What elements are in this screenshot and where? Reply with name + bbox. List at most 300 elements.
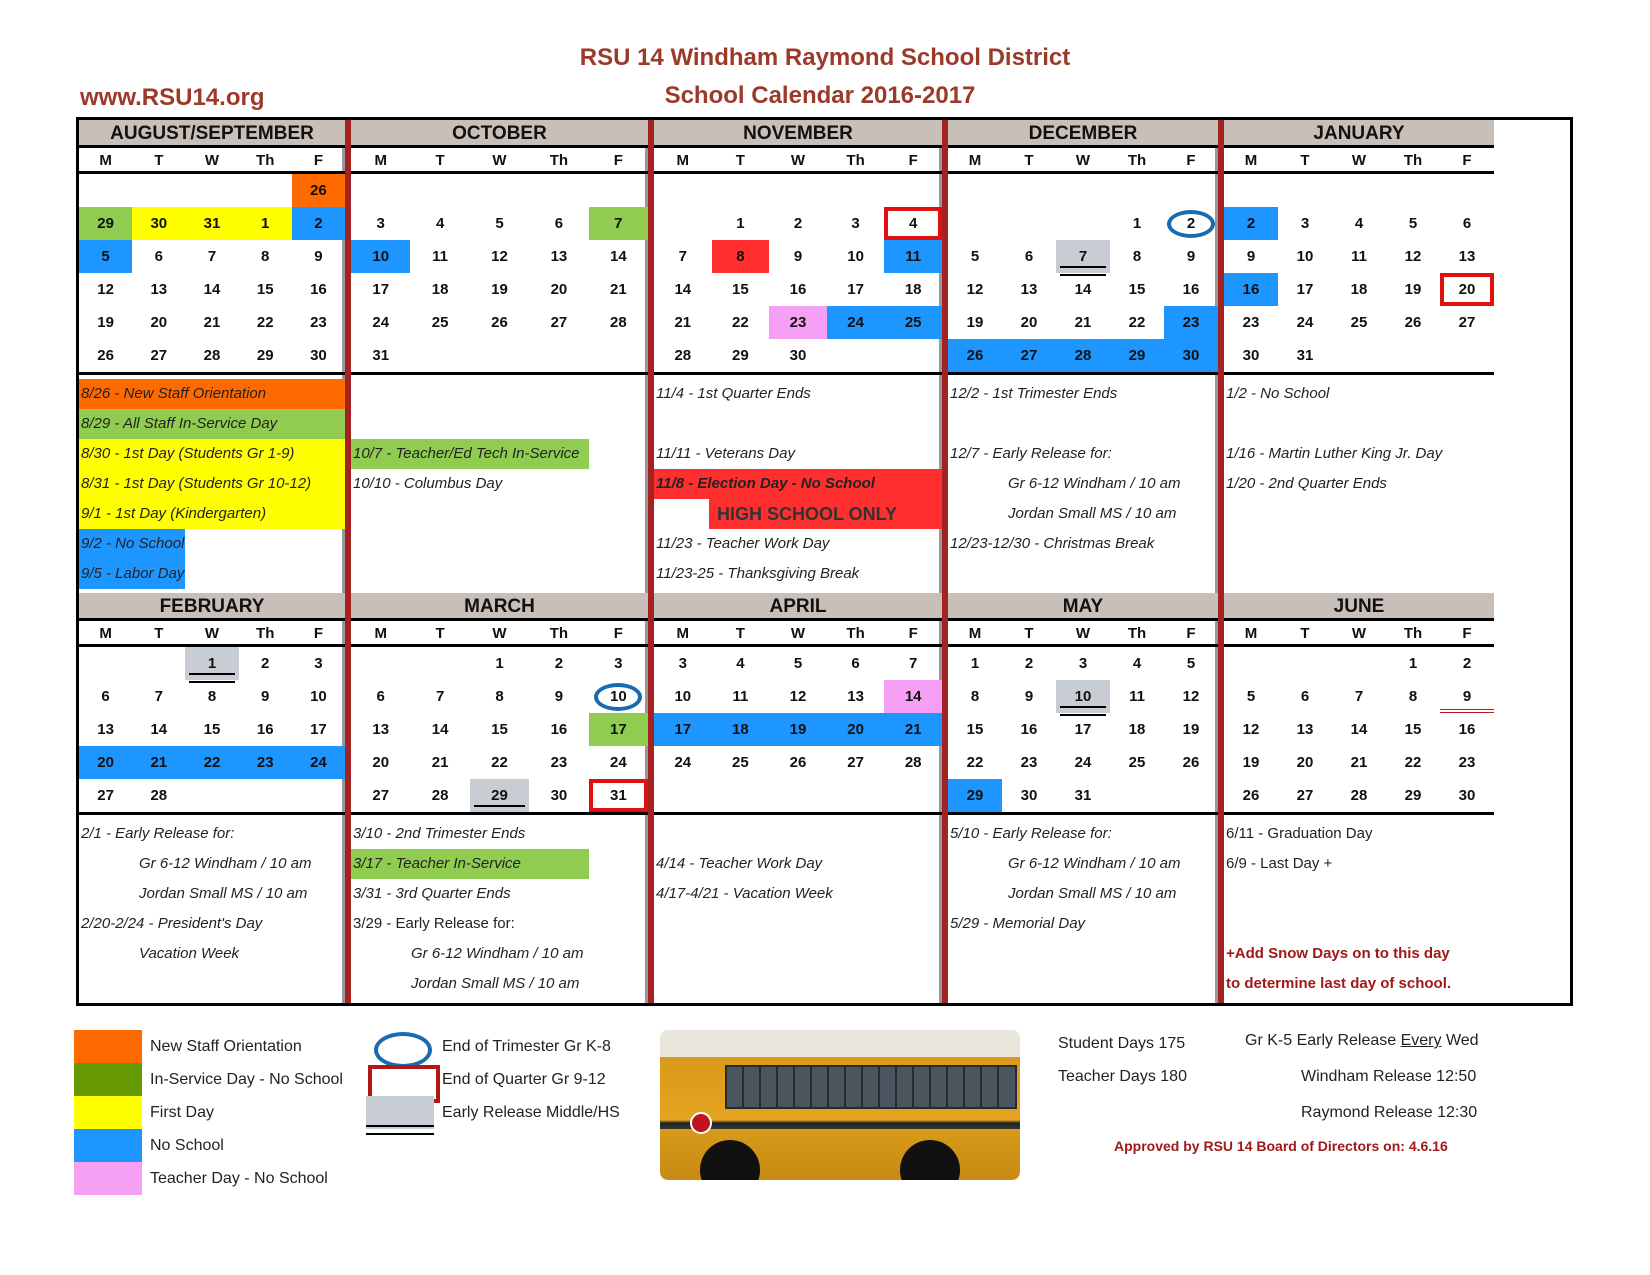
day-cell[interactable]: 13 bbox=[847, 688, 864, 705]
day-cell[interactable]: 23 bbox=[1164, 306, 1218, 339]
weekday-label: W bbox=[790, 625, 806, 642]
day-cell[interactable]: 20 bbox=[1296, 754, 1314, 771]
day-cell[interactable]: 29 bbox=[948, 779, 1002, 812]
week-row bbox=[654, 174, 942, 207]
day-cell[interactable]: 21 bbox=[431, 754, 449, 771]
day-cell[interactable]: 14 bbox=[150, 721, 168, 738]
empty-cell bbox=[1386, 174, 1440, 207]
week-row bbox=[79, 306, 345, 339]
day-cell[interactable]: 19 bbox=[97, 314, 114, 331]
day-cell[interactable]: 12 bbox=[966, 281, 984, 298]
day-cell[interactable]: 19 bbox=[491, 281, 508, 298]
day-cell[interactable]: 8 bbox=[495, 688, 504, 705]
day-grid bbox=[654, 647, 942, 815]
day-cell[interactable]: 20 bbox=[372, 754, 390, 771]
day-cell[interactable]: 27 bbox=[1296, 787, 1314, 804]
day-cell[interactable]: 26 bbox=[1404, 314, 1422, 331]
day-cell[interactable]: 23 bbox=[1020, 754, 1038, 771]
day-cell[interactable]: 16 bbox=[1182, 281, 1200, 298]
day-cell[interactable]: 11 bbox=[1351, 248, 1367, 265]
day-cell[interactable]: 13 bbox=[1458, 248, 1476, 265]
empty-cell bbox=[589, 174, 648, 207]
day-cell[interactable]: 21 bbox=[132, 746, 185, 779]
day-cell[interactable]: 1 bbox=[970, 655, 980, 672]
day-cell[interactable]: 28 bbox=[609, 314, 627, 331]
day-cell[interactable]: 23 bbox=[310, 314, 327, 331]
day-cell[interactable]: 7 bbox=[1354, 688, 1364, 705]
day-cell[interactable]: 6 bbox=[376, 688, 385, 705]
day-cell[interactable]: 29 bbox=[732, 347, 749, 364]
week-row bbox=[1224, 713, 1494, 746]
day-cell[interactable]: 2 bbox=[292, 207, 345, 240]
color-swatch bbox=[74, 1129, 142, 1162]
month-title: APRIL bbox=[654, 593, 942, 621]
day-cell[interactable]: 27 bbox=[372, 787, 390, 804]
event-note: 8/31 - 1st Day (Students Gr 10-12) bbox=[79, 469, 345, 499]
day-cell[interactable]: 8 bbox=[970, 688, 980, 705]
day-cell[interactable]: 25 bbox=[884, 306, 942, 339]
day-cell[interactable]: 13 bbox=[1296, 721, 1314, 738]
empty-cell bbox=[410, 647, 469, 680]
day-cell[interactable]: 10 bbox=[589, 680, 648, 713]
empty-cell bbox=[654, 174, 712, 207]
week-row bbox=[654, 339, 942, 372]
day-cell[interactable]: 13 bbox=[550, 248, 568, 265]
day-cell[interactable]: 31 bbox=[372, 347, 390, 364]
day-cell[interactable]: 1 bbox=[239, 207, 292, 240]
day-cell[interactable]: 22 bbox=[1404, 754, 1422, 771]
weekday-header bbox=[948, 148, 1218, 174]
day-cell[interactable]: 11 bbox=[1129, 688, 1145, 705]
weekday-header bbox=[948, 621, 1218, 647]
day-cell[interactable]: 24 bbox=[827, 306, 885, 339]
week-row bbox=[79, 339, 345, 372]
day-cell[interactable]: 15 bbox=[966, 721, 984, 738]
day-cell[interactable]: 2 bbox=[554, 655, 564, 672]
day-cell[interactable]: 4 bbox=[435, 215, 445, 232]
day-cell[interactable]: 16 bbox=[256, 721, 274, 738]
day-cell[interactable]: 11 bbox=[432, 248, 449, 265]
empty-cell bbox=[1440, 339, 1494, 372]
week-row bbox=[654, 713, 942, 746]
day-cell[interactable]: 31 bbox=[1296, 347, 1314, 364]
week-row bbox=[654, 306, 942, 339]
day-cell[interactable]: 21 bbox=[203, 314, 221, 331]
spacer bbox=[1224, 879, 1494, 909]
day-cell[interactable]: 30 bbox=[789, 347, 807, 364]
months-row-top bbox=[79, 120, 1570, 593]
day-cell[interactable]: 13 bbox=[97, 721, 114, 738]
day-cell[interactable]: 17 bbox=[589, 713, 648, 746]
day-cell[interactable]: 12 bbox=[1242, 721, 1260, 738]
weekday-label: F bbox=[908, 152, 918, 169]
day-cell[interactable]: 6 bbox=[1300, 688, 1310, 705]
weekday-header bbox=[351, 621, 648, 647]
oval-icon bbox=[366, 1030, 434, 1063]
day-cell[interactable]: 4 bbox=[1132, 655, 1142, 672]
day-cell[interactable]: 30 bbox=[132, 207, 185, 240]
month-events bbox=[948, 815, 1218, 995]
day-cell[interactable]: 19 bbox=[966, 314, 984, 331]
day-cell[interactable]: 25 bbox=[431, 314, 449, 331]
day-cell[interactable]: 8 bbox=[207, 688, 217, 705]
day-cell[interactable]: 13 bbox=[372, 721, 390, 738]
day-cell[interactable]: 2 bbox=[1024, 655, 1034, 672]
day-cell[interactable]: 23 bbox=[1458, 754, 1476, 771]
weekday-label: Th bbox=[549, 625, 569, 642]
day-cell[interactable]: 22 bbox=[185, 746, 238, 779]
day-cell[interactable]: 6 bbox=[851, 655, 860, 672]
day-cell[interactable]: 30 bbox=[550, 787, 568, 804]
weekday-label: M bbox=[968, 625, 982, 642]
empty-cell bbox=[1164, 174, 1218, 207]
day-cell[interactable]: 24 bbox=[372, 314, 390, 331]
day-cell[interactable]: 29 bbox=[1110, 339, 1164, 372]
day-cell[interactable]: 28 bbox=[431, 787, 449, 804]
day-cell[interactable]: 24 bbox=[609, 754, 627, 771]
day-cell[interactable]: 10 bbox=[351, 240, 410, 273]
event-note: 3/29 - Early Release for: bbox=[353, 915, 515, 932]
day-cell[interactable]: 7 bbox=[909, 655, 918, 672]
day-cell[interactable]: 21 bbox=[609, 281, 627, 298]
day-cell[interactable]: 17 bbox=[1296, 281, 1314, 298]
day-cell[interactable]: 21 bbox=[884, 713, 942, 746]
day-cell[interactable]: 27 bbox=[847, 754, 864, 771]
day-cell[interactable]: 14 bbox=[609, 248, 627, 265]
weekday-label: F bbox=[908, 625, 918, 642]
day-cell[interactable]: 8 bbox=[1408, 688, 1418, 705]
day-cell[interactable]: 26 bbox=[292, 174, 345, 207]
empty-cell bbox=[1056, 207, 1110, 240]
day-cell[interactable]: 22 bbox=[1128, 314, 1146, 331]
empty-cell bbox=[185, 779, 238, 812]
empty-cell bbox=[1332, 174, 1386, 207]
empty-cell bbox=[1278, 174, 1332, 207]
day-cell[interactable]: 6 bbox=[1024, 248, 1034, 265]
day-cell[interactable]: 6 bbox=[1462, 215, 1472, 232]
week-row bbox=[948, 240, 1218, 273]
week-row bbox=[79, 713, 345, 746]
month-october bbox=[351, 120, 654, 593]
day-cell[interactable]: 3 bbox=[851, 215, 860, 232]
event-note: 11/11 - Veterans Day bbox=[656, 445, 795, 462]
day-cell[interactable]: 12 bbox=[97, 281, 114, 298]
day-cell[interactable]: 21 bbox=[1074, 314, 1092, 331]
day-cell[interactable]: 21 bbox=[1350, 754, 1368, 771]
day-cell[interactable]: 31 bbox=[1074, 787, 1092, 804]
day-cell[interactable]: 16 bbox=[1458, 721, 1476, 738]
day-cell[interactable]: 30 bbox=[1164, 339, 1218, 372]
day-cell[interactable]: 19 bbox=[1404, 281, 1422, 298]
empty-cell bbox=[239, 779, 292, 812]
weekday-label: T bbox=[154, 152, 164, 169]
day-cell[interactable]: 24 bbox=[1296, 314, 1314, 331]
day-cell[interactable]: 15 bbox=[1404, 721, 1422, 738]
day-cell[interactable]: 1 bbox=[1132, 215, 1142, 232]
day-cell[interactable]: 27 bbox=[1458, 314, 1476, 331]
day-cell[interactable]: 3 bbox=[376, 215, 385, 232]
day-cell[interactable]: 7 bbox=[589, 207, 648, 240]
weekday-label: M bbox=[1244, 625, 1258, 642]
day-cell[interactable]: 7 bbox=[678, 248, 687, 265]
day-cell[interactable]: 10 bbox=[674, 688, 692, 705]
day-cell[interactable]: 7 bbox=[207, 248, 217, 265]
day-cell[interactable]: 22 bbox=[491, 754, 508, 771]
day-cell[interactable]: 29 bbox=[470, 779, 529, 812]
day-cell[interactable]: 29 bbox=[256, 347, 274, 364]
day-cell[interactable]: 13 bbox=[1020, 281, 1038, 298]
day-cell[interactable]: 18 bbox=[904, 281, 922, 298]
day-cell[interactable]: 25 bbox=[732, 754, 749, 771]
week-row bbox=[79, 240, 345, 273]
day-cell[interactable]: 26 bbox=[1182, 754, 1200, 771]
day-cell[interactable]: 2 bbox=[261, 655, 270, 672]
weekday-label: W bbox=[492, 625, 507, 642]
day-cell[interactable]: 22 bbox=[256, 314, 274, 331]
day-cell[interactable]: 19 bbox=[1182, 721, 1200, 738]
day-cell[interactable]: 16 bbox=[310, 281, 327, 298]
day-cell[interactable]: 5 bbox=[79, 240, 132, 273]
empty-cell bbox=[470, 174, 529, 207]
day-cell[interactable]: 30 bbox=[310, 347, 327, 364]
empty-cell bbox=[1386, 339, 1440, 372]
day-cell[interactable]: 23 bbox=[769, 306, 827, 339]
day-cell[interactable]: 10 bbox=[847, 248, 864, 265]
day-cell[interactable]: 9 bbox=[314, 248, 323, 265]
day-cell[interactable]: 20 bbox=[79, 746, 132, 779]
day-cell[interactable]: 6 bbox=[554, 215, 564, 232]
day-cell[interactable]: 19 bbox=[769, 713, 827, 746]
day-cell[interactable]: 3 bbox=[1300, 215, 1310, 232]
week-row bbox=[654, 647, 942, 680]
month-events bbox=[351, 375, 648, 593]
day-cell[interactable]: 7 bbox=[154, 688, 163, 705]
day-cell[interactable]: 27 bbox=[97, 787, 114, 804]
day-cell[interactable]: 10 bbox=[1056, 680, 1110, 713]
day-cell[interactable]: 7 bbox=[435, 688, 445, 705]
empty-cell bbox=[827, 339, 885, 372]
day-cell[interactable]: 23 bbox=[239, 746, 292, 779]
day-cell[interactable]: 25 bbox=[1350, 314, 1368, 331]
day-cell[interactable]: 28 bbox=[674, 347, 692, 364]
day-cell[interactable]: 24 bbox=[1074, 754, 1092, 771]
day-cell[interactable]: 12 bbox=[789, 688, 807, 705]
day-cell[interactable]: 22 bbox=[732, 314, 749, 331]
day-cell[interactable]: 1 bbox=[185, 647, 238, 680]
day-cell[interactable]: 14 bbox=[1350, 721, 1368, 738]
day-cell[interactable]: 3 bbox=[614, 655, 623, 672]
week-row bbox=[79, 779, 345, 812]
day-cell[interactable]: 15 bbox=[203, 721, 221, 738]
day-cell[interactable]: 6 bbox=[101, 688, 110, 705]
day-cell[interactable]: 14 bbox=[1074, 281, 1092, 298]
day-cell[interactable]: 9 bbox=[1440, 680, 1494, 713]
day-cell[interactable]: 28 bbox=[1056, 339, 1110, 372]
student-days: Student Days 175 bbox=[1058, 1035, 1186, 1052]
windham-release: Windham Release 12:50 bbox=[1301, 1068, 1477, 1085]
weekday-label: W bbox=[492, 152, 507, 169]
day-cell[interactable]: 14 bbox=[431, 721, 449, 738]
website-link[interactable]: www.RSU14.org bbox=[80, 84, 265, 111]
day-cell[interactable]: 29 bbox=[1404, 787, 1422, 804]
day-cell[interactable]: 19 bbox=[1242, 754, 1260, 771]
day-cell[interactable]: 20 bbox=[1440, 273, 1494, 306]
day-cell[interactable]: 26 bbox=[948, 339, 1002, 372]
spacer bbox=[654, 819, 942, 849]
day-cell[interactable]: 3 bbox=[314, 655, 323, 672]
day-cell[interactable]: 20 bbox=[1020, 314, 1038, 331]
day-cell[interactable]: 5 bbox=[1408, 215, 1418, 232]
day-cell[interactable]: 2 bbox=[793, 215, 803, 232]
day-cell[interactable]: 28 bbox=[150, 787, 168, 804]
day-cell[interactable]: 18 bbox=[712, 713, 770, 746]
day-cell[interactable]: 15 bbox=[256, 281, 274, 298]
week-row bbox=[79, 273, 345, 306]
day-cell[interactable]: 28 bbox=[203, 347, 221, 364]
day-cell[interactable]: 10 bbox=[1296, 248, 1314, 265]
day-cell[interactable]: 18 bbox=[1350, 281, 1368, 298]
day-cell[interactable]: 1 bbox=[495, 655, 504, 672]
day-cell[interactable]: 20 bbox=[827, 713, 885, 746]
day-cell[interactable]: 4 bbox=[884, 207, 942, 240]
day-cell[interactable]: 5 bbox=[1246, 688, 1256, 705]
day-cell[interactable]: 17 bbox=[372, 281, 390, 298]
day-cell[interactable]: 11 bbox=[884, 240, 942, 273]
day-cell[interactable]: 8 bbox=[712, 240, 770, 273]
day-cell[interactable]: 20 bbox=[150, 314, 168, 331]
day-cell[interactable]: 14 bbox=[203, 281, 221, 298]
day-cell[interactable]: 3 bbox=[678, 655, 687, 672]
day-cell[interactable]: 2 bbox=[1462, 655, 1472, 672]
day-cell[interactable]: 16 bbox=[1224, 273, 1278, 306]
day-cell[interactable]: 14 bbox=[884, 680, 942, 713]
day-cell[interactable]: 28 bbox=[904, 754, 922, 771]
day-cell[interactable]: 18 bbox=[431, 281, 449, 298]
weekday-label: M bbox=[968, 152, 982, 169]
tire-icon bbox=[700, 1140, 760, 1180]
day-cell[interactable]: 26 bbox=[1242, 787, 1260, 804]
event-note: 12/7 - Early Release for: bbox=[950, 445, 1112, 462]
day-cell[interactable]: 8 bbox=[1132, 248, 1142, 265]
weekday-label: W bbox=[1351, 625, 1367, 642]
day-cell[interactable]: 9 bbox=[261, 688, 270, 705]
weekday-header bbox=[1224, 148, 1494, 174]
month-november bbox=[654, 120, 948, 593]
day-cell[interactable]: 15 bbox=[732, 281, 749, 298]
day-cell[interactable]: 17 bbox=[654, 713, 712, 746]
day-cell[interactable]: 10 bbox=[310, 688, 327, 705]
day-cell[interactable]: 27 bbox=[150, 347, 168, 364]
day-cell[interactable]: 15 bbox=[491, 721, 508, 738]
day-cell[interactable]: 29 bbox=[79, 207, 132, 240]
day-cell[interactable]: 18 bbox=[1128, 721, 1146, 738]
day-cell[interactable]: 25 bbox=[1128, 754, 1146, 771]
day-cell[interactable]: 30 bbox=[1458, 787, 1476, 804]
day-cell[interactable]: 5 bbox=[1186, 655, 1196, 672]
month-events bbox=[1224, 815, 1494, 1003]
day-cell[interactable]: 23 bbox=[550, 754, 568, 771]
day-cell[interactable]: 1 bbox=[1408, 655, 1418, 672]
day-cell[interactable]: 9 bbox=[554, 688, 564, 705]
month-february bbox=[79, 593, 351, 1003]
weekday-label: W bbox=[1351, 152, 1367, 169]
day-cell[interactable]: 12 bbox=[491, 248, 508, 265]
day-cell[interactable]: 30 bbox=[1020, 787, 1038, 804]
day-cell[interactable]: 17 bbox=[1074, 721, 1092, 738]
day-cell[interactable]: 24 bbox=[674, 754, 692, 771]
week-row bbox=[1224, 174, 1494, 207]
day-cell[interactable]: 17 bbox=[847, 281, 864, 298]
month-events bbox=[79, 375, 345, 593]
day-cell[interactable]: 12 bbox=[1404, 248, 1422, 265]
day-cell[interactable]: 20 bbox=[550, 281, 568, 298]
month-title: NOVEMBER bbox=[654, 120, 942, 148]
empty-cell bbox=[529, 339, 588, 372]
day-cell[interactable]: 9 bbox=[1246, 248, 1256, 265]
day-cell[interactable]: 26 bbox=[789, 754, 807, 771]
day-cell[interactable]: 16 bbox=[1020, 721, 1038, 738]
day-cell[interactable]: 5 bbox=[793, 655, 803, 672]
month-events bbox=[351, 815, 648, 1003]
day-cell[interactable]: 6 bbox=[154, 248, 163, 265]
day-cell[interactable]: 5 bbox=[970, 248, 980, 265]
day-cell[interactable]: 4 bbox=[1354, 215, 1364, 232]
week-row bbox=[351, 680, 648, 713]
day-cell[interactable]: 9 bbox=[1186, 248, 1196, 265]
week-row bbox=[351, 647, 648, 680]
day-cell[interactable]: 26 bbox=[97, 347, 114, 364]
day-cell[interactable]: 11 bbox=[732, 688, 749, 705]
day-cell[interactable]: 26 bbox=[491, 314, 508, 331]
day-cell[interactable]: 5 bbox=[495, 215, 504, 232]
weekday-label: M bbox=[676, 152, 690, 169]
event-note: Vacation Week bbox=[139, 945, 240, 962]
day-cell[interactable]: 31 bbox=[589, 779, 648, 812]
day-cell[interactable]: 17 bbox=[310, 721, 327, 738]
day-cell[interactable]: 7 bbox=[1056, 240, 1110, 273]
day-cell[interactable]: 16 bbox=[789, 281, 807, 298]
day-cell[interactable]: 9 bbox=[793, 248, 803, 265]
day-cell[interactable]: 16 bbox=[550, 721, 568, 738]
weekday-label: F bbox=[313, 625, 323, 642]
day-cell[interactable]: 2 bbox=[1224, 207, 1278, 240]
day-cell[interactable]: 30 bbox=[1242, 347, 1260, 364]
red-box-icon bbox=[366, 1063, 434, 1096]
weekday-header bbox=[79, 148, 345, 174]
day-cell[interactable]: 2 bbox=[1164, 207, 1218, 240]
day-cell[interactable]: 31 bbox=[185, 207, 238, 240]
day-cell[interactable]: 27 bbox=[1002, 339, 1056, 372]
day-cell[interactable]: 9 bbox=[1024, 688, 1034, 705]
day-cell[interactable]: 12 bbox=[1182, 688, 1200, 705]
day-cell[interactable]: 22 bbox=[966, 754, 984, 771]
day-cell[interactable]: 24 bbox=[292, 746, 345, 779]
day-cell[interactable]: 3 bbox=[1078, 655, 1088, 672]
stop-sign-icon bbox=[690, 1112, 712, 1134]
day-cell[interactable]: 8 bbox=[261, 248, 270, 265]
empty-cell bbox=[1332, 647, 1386, 680]
day-cell[interactable]: 27 bbox=[550, 314, 568, 331]
day-grid bbox=[79, 174, 345, 375]
day-cell[interactable]: 28 bbox=[1350, 787, 1368, 804]
day-cell[interactable]: 4 bbox=[736, 655, 745, 672]
day-cell[interactable]: 15 bbox=[1128, 281, 1146, 298]
day-cell[interactable]: 14 bbox=[674, 281, 692, 298]
day-cell[interactable]: 23 bbox=[1242, 314, 1260, 331]
day-cell[interactable]: 1 bbox=[736, 215, 745, 232]
day-cell[interactable]: 21 bbox=[674, 314, 692, 331]
day-cell[interactable]: 13 bbox=[150, 281, 168, 298]
